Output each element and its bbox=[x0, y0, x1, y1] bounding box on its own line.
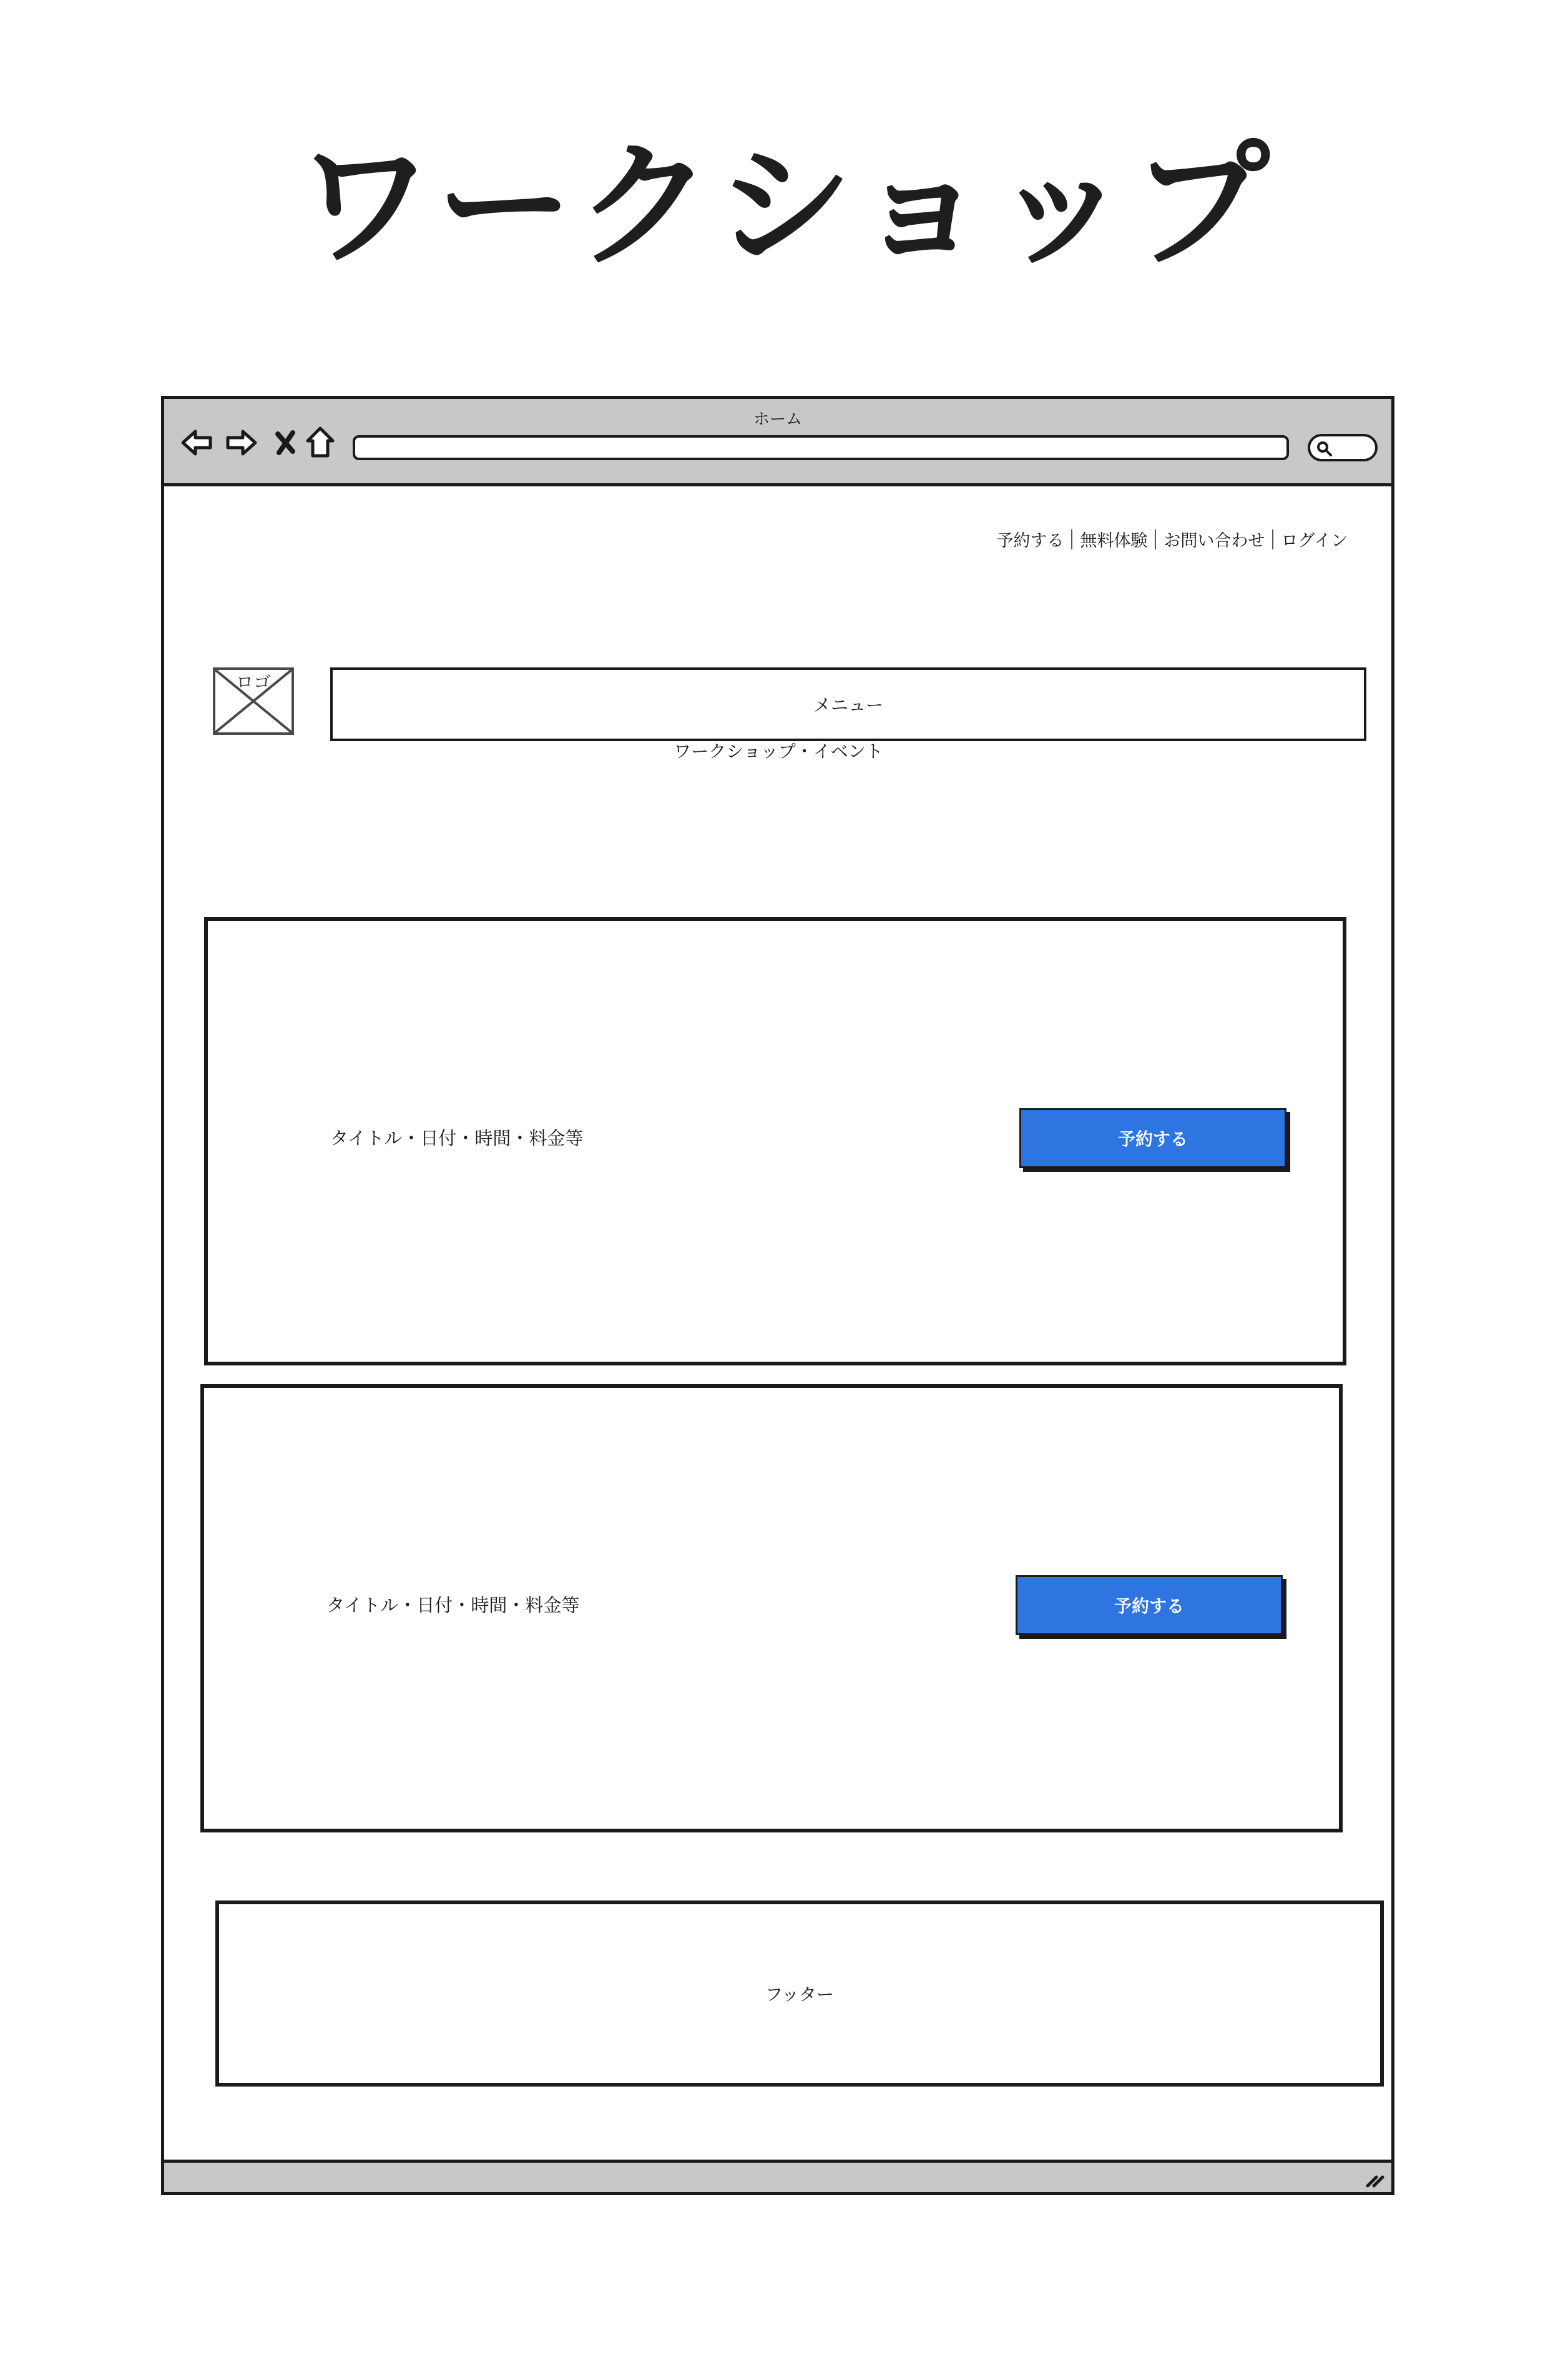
stop-button[interactable] bbox=[268, 424, 303, 461]
event-info: タイトル・日付・時間・料金等 bbox=[326, 1595, 580, 1616]
resize-grip[interactable] bbox=[1364, 2167, 1386, 2188]
window-title: ホーム bbox=[753, 410, 802, 429]
event-card bbox=[204, 917, 1346, 1365]
browser-window bbox=[161, 396, 1394, 2195]
main-menu[interactable]: メニュー bbox=[330, 667, 1366, 741]
address-bar[interactable] bbox=[353, 435, 1289, 460]
link-divider bbox=[1071, 529, 1072, 549]
arrow-right-icon bbox=[225, 428, 258, 458]
back-button[interactable] bbox=[179, 424, 214, 461]
page-title: ワークショップ bbox=[296, 126, 1272, 286]
utility-links bbox=[996, 527, 1348, 551]
logo-label: ロゴ bbox=[235, 672, 271, 692]
logo-placeholder[interactable] bbox=[213, 667, 294, 735]
home-button[interactable] bbox=[303, 424, 338, 461]
browser-toolbar bbox=[164, 399, 1391, 486]
home-icon bbox=[305, 426, 335, 460]
arrow-left-icon bbox=[180, 428, 213, 458]
contact-link[interactable]: お問い合わせ bbox=[1164, 531, 1265, 551]
reserve-link[interactable]: 予約する bbox=[996, 531, 1064, 551]
link-divider bbox=[1272, 529, 1273, 549]
reserve-button[interactable]: 予約する bbox=[1019, 1108, 1286, 1168]
close-icon bbox=[273, 429, 298, 456]
free-trial-link[interactable]: 無料体験 bbox=[1080, 531, 1148, 551]
reserve-button[interactable]: 予約する bbox=[1016, 1575, 1283, 1635]
section-title: ワークショップ・イベント bbox=[674, 741, 883, 762]
search-icon bbox=[1316, 441, 1333, 457]
footer: フッター bbox=[215, 1900, 1384, 2087]
forward-button[interactable] bbox=[224, 424, 259, 461]
search-field[interactable] bbox=[1308, 434, 1378, 461]
event-info: タイトル・日付・時間・料金等 bbox=[330, 1128, 584, 1149]
status-bar bbox=[164, 2160, 1391, 2192]
link-divider bbox=[1155, 529, 1156, 549]
event-card bbox=[200, 1384, 1343, 1832]
resize-grip-icon bbox=[1364, 2167, 1386, 2188]
login-link[interactable]: ログイン bbox=[1281, 531, 1348, 551]
